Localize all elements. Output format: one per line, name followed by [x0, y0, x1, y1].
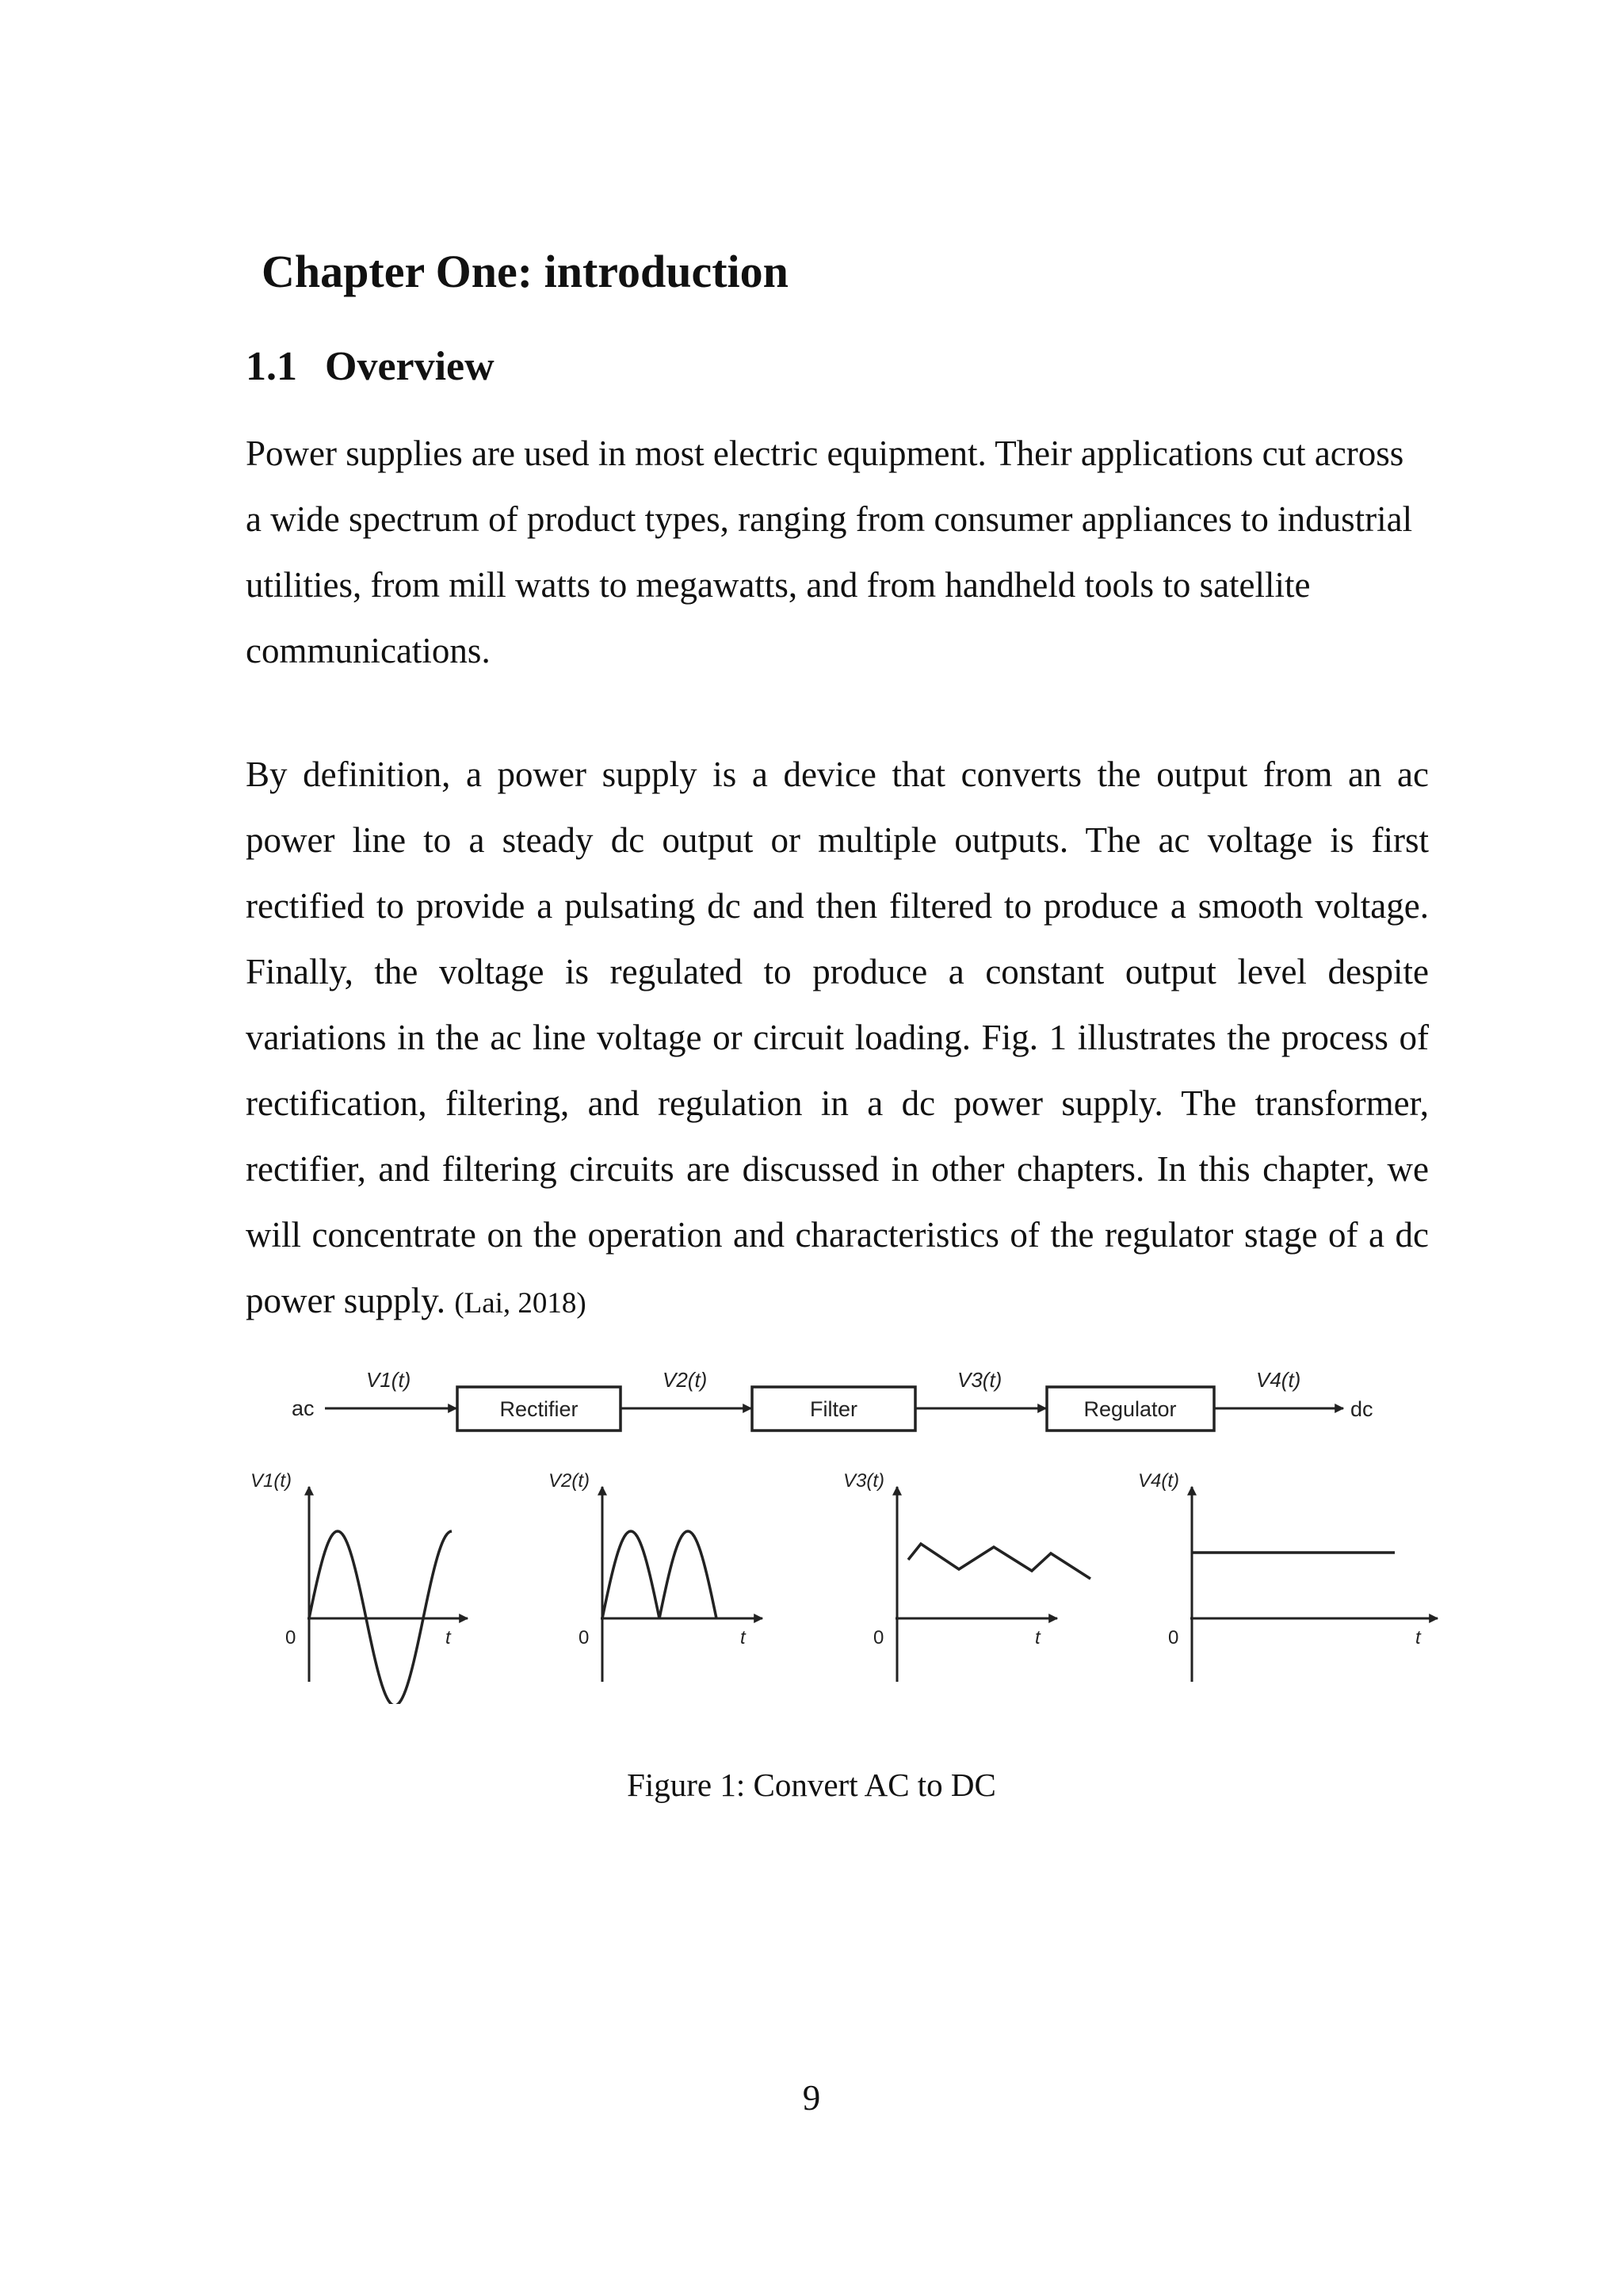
plot-v3-t: t	[1035, 1627, 1041, 1648]
paragraph-definition	[246, 742, 1429, 1336]
plot-v1-origin: 0	[285, 1627, 296, 1648]
plot-v3-origin: 0	[873, 1627, 884, 1648]
plot-v2-t: t	[740, 1627, 746, 1648]
page-number: 9	[802, 2078, 821, 2118]
plot-v2-ylabel: V2(t)	[548, 1470, 590, 1492]
rectifier-label: Rectifier	[499, 1397, 579, 1421]
plot-v2-wave	[602, 1531, 716, 1618]
section-title: Overview	[325, 344, 495, 389]
figure-caption: Figure 1: Convert AC to DC	[627, 1767, 996, 1803]
plot-v4-origin: 0	[1168, 1627, 1179, 1648]
block-diagram	[292, 1368, 1373, 1431]
output-dc-label: dc	[1350, 1397, 1373, 1421]
plot-v1-ac-sine	[250, 1470, 468, 1704]
plot-v4-ylabel: V4(t)	[1138, 1470, 1180, 1492]
paragraph-definition-text: By definition, a power supply is a device that converts the output from an ac power line to a steady dc output or multiple outputs. The ac voltage is first rectified to provide a pulsating dc and then filtered to produce a smooth voltage. Finally, the voltage is regulated to produce a constant output level despite variations in the ac line voltage or circuit loading. Fig. 1 illustrates the process of rectification, filtering, and regulation in a dc power supply. The transformer, rectifier, and filtering circuits are discussed in other chapters. In this chapter, we will concentrate on the operation and characteristics of the regulator stage of a dc power supply.	[246, 755, 1429, 1320]
plot-v1-t: t	[445, 1627, 451, 1648]
signal-label-v2-top: V2(t)	[663, 1368, 708, 1392]
plot-v4-regulated	[1138, 1470, 1438, 1682]
signal-label-v4-top: V4(t)	[1256, 1368, 1301, 1392]
section-number: 1.1	[246, 344, 297, 389]
plot-v1-ylabel: V1(t)	[250, 1470, 292, 1492]
plot-v2-origin: 0	[579, 1627, 590, 1648]
regulator-label: Regulator	[1083, 1397, 1177, 1421]
input-ac-label: ac	[292, 1396, 315, 1420]
paragraph-power-supplies: Power supplies are used in most electric equipment. Their applications cut across a wide spectrum of product types, ranging from consumer appliances to industrial utilities, from mill watts to megawatts, and from handheld tools to satellite communications.	[246, 434, 1413, 670]
citation: (Lai, 2018)	[454, 1287, 586, 1320]
signal-label-v1-top: V1(t)	[366, 1368, 411, 1392]
plot-v4-t: t	[1415, 1627, 1421, 1648]
section-heading	[246, 342, 495, 392]
plot-v3-filtered	[843, 1470, 1090, 1682]
filter-label: Filter	[810, 1397, 857, 1421]
power-supply-figure	[230, 1339, 1450, 1704]
chapter-title: Chapter One: introduction	[262, 246, 789, 297]
plot-v2-rectified	[548, 1470, 762, 1682]
plot-v3-ripple	[908, 1544, 1090, 1579]
signal-label-v3-top: V3(t)	[957, 1368, 1002, 1392]
plot-v3-ylabel: V3(t)	[843, 1470, 885, 1492]
power-supply-diagram	[230, 1339, 1450, 1704]
